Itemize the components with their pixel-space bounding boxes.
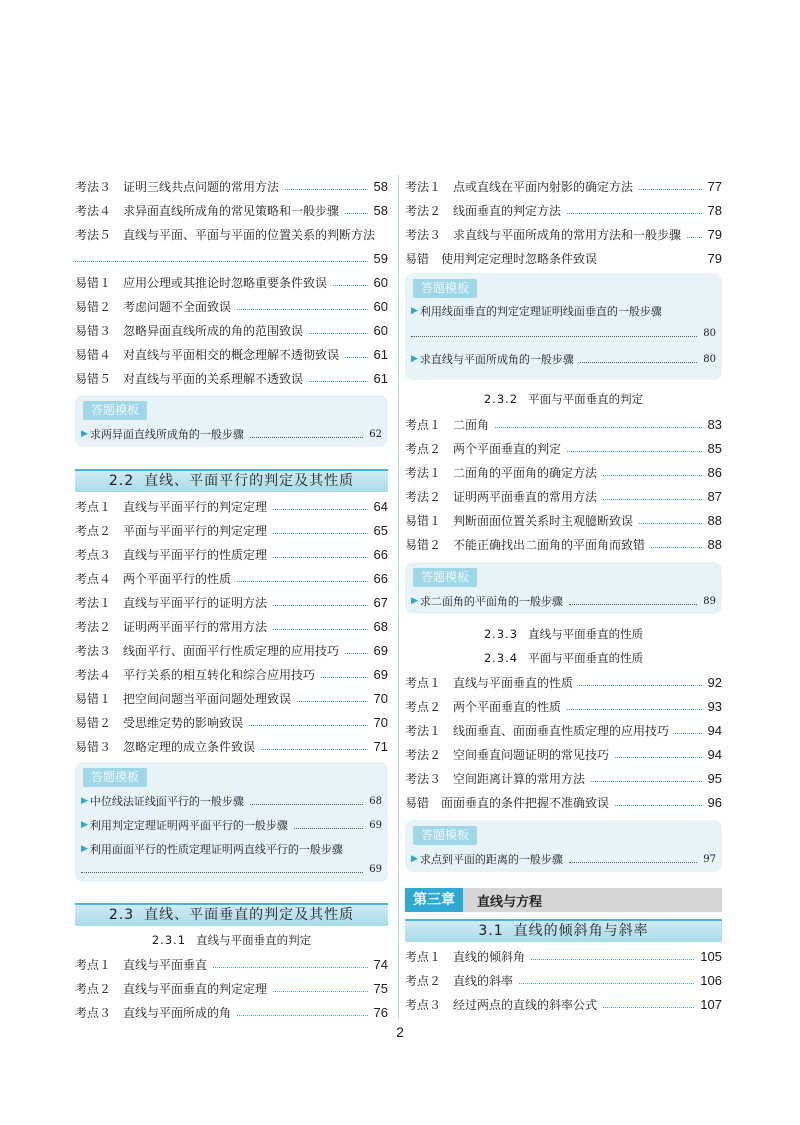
entry-tag: 考法２ <box>75 619 112 634</box>
section-number: 2.2 <box>108 473 135 489</box>
toc-entry[interactable] <box>75 175 388 197</box>
entry-title: 直线与平面平行的判定定理 <box>123 499 268 514</box>
entry-title: 直线与平面平行的证明方法 <box>123 595 268 610</box>
section-heading-2-3[interactable] <box>75 903 388 926</box>
entry-page: 68 <box>373 618 388 634</box>
answer-template-box <box>75 762 388 882</box>
toc-entry[interactable] <box>75 711 388 733</box>
toc-entry[interactable] <box>75 663 388 685</box>
entry-tag: 考法２ <box>405 489 442 504</box>
leader-dots <box>687 237 702 238</box>
entry-tag: 考点１ <box>405 675 442 690</box>
toc-entry[interactable] <box>75 615 388 637</box>
leader-dots <box>345 653 368 654</box>
toc-entry[interactable] <box>75 1001 388 1023</box>
entry-page: 60 <box>373 274 388 290</box>
leader-dots <box>309 381 368 382</box>
entry-tag: 考点１ <box>75 499 112 514</box>
entry-tag: 考点２ <box>75 981 112 996</box>
entry-tag: 易错４ <box>75 347 112 362</box>
entry-page: 94 <box>707 746 722 762</box>
entry-title: 使用判定定理时忽略条件致误 <box>441 251 598 266</box>
leader-dots <box>321 677 368 678</box>
entry-page: 105 <box>700 948 722 964</box>
leader-dots <box>603 499 702 500</box>
entry-tag: 易错 <box>405 795 430 810</box>
entry-tag: 易错３ <box>75 739 112 754</box>
toc-entry[interactable] <box>405 413 722 435</box>
leader-dots <box>273 605 368 606</box>
entry-title: 考虑问题不全面致误 <box>123 299 232 314</box>
subsection-heading[interactable] <box>405 389 722 409</box>
entry-title: 空间垂直问题证明的常见技巧 <box>453 747 610 762</box>
toc-entry[interactable] <box>405 791 722 813</box>
template-page: 68 <box>369 795 382 807</box>
entry-tag: 易错１ <box>75 275 112 290</box>
toc-entry[interactable] <box>75 591 388 613</box>
template-title: 利用线面垂直的判定定理证明线面垂直的一般步骤 <box>419 305 662 318</box>
entry-page: 66 <box>373 570 388 586</box>
entry-title: 直线与平面、平面与平面的位置关系的判断方法 <box>123 227 376 242</box>
template-title: 求点到平面的距离的一般步骤 <box>419 853 563 866</box>
entry-tag: 考点２ <box>405 973 442 988</box>
entry-title: 直线与平面平行的性质定理 <box>123 547 268 562</box>
template-page: 80 <box>703 353 716 365</box>
entry-title: 求异面直线所成角的常见策略和一般步骤 <box>123 203 340 218</box>
template-entry[interactable] <box>411 349 716 369</box>
entry-tag: 考法３ <box>405 771 442 786</box>
toc-entry[interactable] <box>75 687 388 709</box>
section-number: 3.1 <box>478 923 504 939</box>
subsection-title: 平面与平面垂直的判定 <box>528 392 644 406</box>
entry-page: 106 <box>700 972 722 988</box>
leader-dots <box>213 967 368 968</box>
entry-page: 79 <box>707 226 722 242</box>
entry-page: 107 <box>700 996 722 1012</box>
leader-dots <box>273 533 368 534</box>
toc-entry[interactable] <box>405 247 722 269</box>
entry-tag: 考法２ <box>405 203 442 218</box>
entry-page: 70 <box>373 714 388 730</box>
leader-dots <box>273 629 368 630</box>
entry-tag: 考法４ <box>75 667 112 682</box>
toc-entry[interactable] <box>405 533 722 555</box>
answer-template-header: 答题模板 <box>413 279 477 298</box>
subsection-number: 2.3.4 <box>483 651 519 665</box>
leader-dots <box>333 285 368 286</box>
toc-entry[interactable] <box>405 223 722 245</box>
toc-entry[interactable] <box>75 639 388 661</box>
entry-page: 87 <box>707 488 722 504</box>
entry-title: 二面角 <box>453 417 490 432</box>
entry-tag: 易错 <box>405 251 430 266</box>
leader-dots <box>495 427 702 428</box>
entry-page: 70 <box>373 690 388 706</box>
subsection-number: 2.3.1 <box>151 933 187 947</box>
entry-title: 对直线与平面的关系理解不透致误 <box>123 371 304 386</box>
entry-page: 77 <box>707 178 722 194</box>
entry-page: 79 <box>707 250 722 266</box>
entry-page: 92 <box>707 674 722 690</box>
entry-tag: 考法２ <box>405 747 442 762</box>
entry-tag: 考点２ <box>75 523 112 538</box>
entry-tag: 易错２ <box>405 537 442 552</box>
section-title: 直线、平面平行的判定及其性质 <box>144 473 355 489</box>
entry-tag: 易错５ <box>75 371 112 386</box>
subsection-heading[interactable] <box>75 930 388 950</box>
entry-tag: 考点３ <box>75 1005 112 1020</box>
entry-title: 两个平面垂直的性质 <box>453 699 562 714</box>
entry-title: 直线的倾斜角 <box>453 949 526 964</box>
leader-dots <box>591 781 702 782</box>
toc-entry[interactable] <box>405 969 722 991</box>
subsection-title: 直线与平面垂直的判定 <box>196 933 312 947</box>
entry-page: 71 <box>373 738 388 754</box>
entry-tag: 易错１ <box>405 513 442 528</box>
answer-template-box <box>405 820 722 872</box>
entry-page: 59 <box>373 250 388 266</box>
template-entry-continuation[interactable] <box>411 323 716 343</box>
entry-page: 67 <box>373 594 388 610</box>
triangle-bullet-icon: ▶ <box>411 854 418 864</box>
entry-title: 忽略异面直线所成的角的范围致误 <box>123 323 304 338</box>
leader-dots <box>250 437 363 438</box>
triangle-bullet-icon: ▶ <box>81 796 88 806</box>
entry-tag: 易错２ <box>75 299 112 314</box>
leader-dots <box>579 685 702 686</box>
leader-dots <box>309 333 368 334</box>
entry-page: 76 <box>373 1004 388 1020</box>
entry-title: 二面角的平面角的确定方法 <box>453 465 598 480</box>
leader-dots <box>639 189 702 190</box>
entry-tag: 考点２ <box>405 699 442 714</box>
entry-title: 直线与平面垂直的判定定理 <box>123 981 268 996</box>
toc-entry[interactable] <box>405 767 722 789</box>
answer-template-box <box>405 273 722 380</box>
answer-template-header: 答题模板 <box>83 768 147 787</box>
template-page: 89 <box>703 595 716 607</box>
template-title: 求二面角的平面角的一般步骤 <box>419 595 563 608</box>
template-entry[interactable] <box>81 839 382 859</box>
template-title: 利用面面平行的性质定理证明两直线平行的一般步骤 <box>89 843 343 856</box>
section-heading-3-1[interactable] <box>405 919 722 942</box>
template-page: 97 <box>703 853 716 865</box>
template-page: 80 <box>703 327 716 339</box>
triangle-bullet-icon: ▶ <box>411 354 418 364</box>
entry-page: 93 <box>707 698 722 714</box>
column-divider <box>398 175 399 1020</box>
toc-entry-continuation[interactable] <box>75 247 388 269</box>
leader-dots <box>285 189 368 190</box>
entry-title: 证明两平面平行的常用方法 <box>123 619 268 634</box>
leader-dots <box>531 959 694 960</box>
leader-dots <box>639 523 702 524</box>
entry-tag: 考点１ <box>405 949 442 964</box>
leader-dots <box>567 213 702 214</box>
toc-entry[interactable] <box>405 175 722 197</box>
entry-page: 61 <box>373 370 388 386</box>
entry-title: 对直线与平面相交的概念理解不透彻致误 <box>123 347 340 362</box>
entry-tag: 考法５ <box>75 227 112 242</box>
leader-dots <box>250 804 363 805</box>
template-entry[interactable] <box>411 591 716 611</box>
entry-tag: 考法１ <box>75 595 112 610</box>
entry-page: 75 <box>373 980 388 996</box>
entry-title: 忽略定理的成立条件致误 <box>123 739 256 754</box>
entry-title: 面面垂直的条件把握不准确致误 <box>441 795 610 810</box>
entry-title: 线面垂直、面面垂直性质定理的应用技巧 <box>453 723 670 738</box>
toc-entry[interactable] <box>75 367 388 389</box>
entry-tag: 考法１ <box>405 723 442 738</box>
toc-entry[interactable] <box>75 199 388 221</box>
template-page: 69 <box>369 863 382 875</box>
toc-entry[interactable] <box>405 719 722 741</box>
template-entry[interactable] <box>81 815 382 835</box>
entry-tag: 考点１ <box>405 417 442 432</box>
subsection-heading[interactable] <box>405 648 722 668</box>
answer-template-header: 答题模板 <box>413 568 477 587</box>
entry-title: 直线的斜率 <box>453 973 514 988</box>
leader-dots <box>273 991 368 992</box>
triangle-bullet-icon: ▶ <box>81 844 88 854</box>
entry-page: 94 <box>707 722 722 738</box>
entry-page: 60 <box>373 298 388 314</box>
entry-tag: 考法１ <box>405 179 442 194</box>
toc-entry[interactable] <box>405 461 722 483</box>
toc-entry[interactable] <box>405 993 722 1015</box>
section-heading-2-2[interactable] <box>75 469 388 492</box>
entry-page: 66 <box>373 546 388 562</box>
template-entry-continuation[interactable] <box>81 859 382 879</box>
entry-tag: 考法１ <box>405 465 442 480</box>
toc-entry[interactable] <box>75 223 388 245</box>
entry-title: 经过两点的直线的斜率公式 <box>453 997 598 1012</box>
triangle-bullet-icon: ▶ <box>411 596 418 606</box>
triangle-bullet-icon: ▶ <box>411 306 418 316</box>
toc-entry[interactable] <box>75 319 388 341</box>
toc-entry[interactable] <box>75 977 388 999</box>
template-entry[interactable] <box>81 791 382 811</box>
leader-dots <box>567 709 702 710</box>
toc-entry[interactable] <box>75 519 388 541</box>
leader-dots <box>75 261 368 262</box>
entry-title: 平行关系的相互转化和综合应用技巧 <box>123 667 316 682</box>
entry-tag: 考点１ <box>75 957 112 972</box>
template-title: 利用判定定理证明两平面平行的一般步骤 <box>89 819 288 832</box>
entry-page: 83 <box>707 416 722 432</box>
toc-entry[interactable] <box>405 671 722 693</box>
leader-dots <box>345 357 368 358</box>
entry-title: 不能正确找出二面角的平面角而致错 <box>453 537 646 552</box>
template-title: 求两异面直线所成角的一般步骤 <box>89 428 244 441</box>
section-title: 直线的倾斜角与斜率 <box>513 923 649 939</box>
leader-dots <box>345 213 368 214</box>
entry-page: 95 <box>707 770 722 786</box>
entry-title: 点或直线在平面内射影的确定方法 <box>453 179 634 194</box>
entry-page: 60 <box>373 322 388 338</box>
chapter-number: 第三章 <box>405 888 463 912</box>
chapter-title: 直线与方程 <box>477 894 543 910</box>
entry-title: 受思维定势的影响致误 <box>123 715 244 730</box>
template-title: 中位线法证线面平行的一般步骤 <box>89 795 244 808</box>
entry-tag: 考法４ <box>75 203 112 218</box>
leader-dots <box>297 701 368 702</box>
template-title: 求直线与平面所成角的一般步骤 <box>419 353 574 366</box>
triangle-bullet-icon: ▶ <box>81 429 88 439</box>
leader-dots <box>519 983 694 984</box>
entry-title: 应用公理或其推论时忽略重要条件致误 <box>123 275 328 290</box>
entry-tag: 易错１ <box>75 691 112 706</box>
leader-dots <box>237 581 368 582</box>
section-number: 2.3 <box>108 907 135 923</box>
entry-title: 线面平行、面面平行性质定理的应用技巧 <box>123 643 340 658</box>
entry-page: 88 <box>707 536 722 552</box>
entry-title: 平面与平面平行的判定定理 <box>123 523 268 538</box>
entry-title: 空间距离计算的常用方法 <box>453 771 586 786</box>
toc-entry[interactable] <box>405 945 722 967</box>
toc-entry[interactable] <box>405 199 722 221</box>
entry-title: 直线与平面所成的角 <box>123 1005 232 1020</box>
toc-entry[interactable] <box>75 271 388 293</box>
entry-title: 把空间问题当平面问题处理致误 <box>123 691 292 706</box>
leader-dots <box>569 862 697 863</box>
leader-dots <box>294 828 363 829</box>
entry-page: 65 <box>373 522 388 538</box>
template-entry[interactable] <box>81 424 382 444</box>
entry-title: 求直线与平面所成角的常用方法和一般步骤 <box>453 227 682 242</box>
toc-entry[interactable] <box>405 695 722 717</box>
entry-title: 两个平面平行的性质 <box>123 571 232 586</box>
entry-tag: 考点２ <box>405 441 442 456</box>
entry-title: 直线与平面垂直 <box>123 957 208 972</box>
template-entry[interactable] <box>411 301 716 321</box>
entry-tag: 考法３ <box>75 179 112 194</box>
entry-page: 64 <box>373 498 388 514</box>
subsection-number: 2.3.3 <box>483 627 519 641</box>
leader-dots <box>603 475 702 476</box>
entry-page: 96 <box>707 794 722 810</box>
entry-tag: 考点３ <box>75 547 112 562</box>
template-entry[interactable] <box>411 849 716 869</box>
entry-page: 69 <box>373 666 388 682</box>
leader-dots <box>580 362 697 363</box>
toc-entry[interactable] <box>75 495 388 517</box>
entry-tag: 易错２ <box>75 715 112 730</box>
entry-page: 85 <box>707 440 722 456</box>
leader-dots <box>603 1007 694 1008</box>
toc-entry[interactable] <box>405 743 722 765</box>
entry-tag: 易错３ <box>75 323 112 338</box>
leader-dots <box>615 757 702 758</box>
entry-title: 两个平面垂直的判定 <box>453 441 562 456</box>
answer-template-header: 答题模板 <box>413 826 477 845</box>
subsection-number: 2.3.2 <box>483 392 519 406</box>
triangle-bullet-icon: ▶ <box>81 820 88 830</box>
page-number: 2 <box>396 1024 404 1040</box>
toc-entry[interactable] <box>405 437 722 459</box>
toc-entry[interactable] <box>75 953 388 975</box>
answer-template-header: 答题模板 <box>83 401 147 420</box>
entry-title: 线面垂直的判定方法 <box>453 203 562 218</box>
subsection-title: 直线与平面垂直的性质 <box>528 627 644 641</box>
entry-tag: 考点４ <box>75 571 112 586</box>
entry-title: 证明三线共点问题的常用方法 <box>123 179 280 194</box>
subsection-title: 平面与平面垂直的性质 <box>528 651 644 665</box>
entry-page: 69 <box>373 642 388 658</box>
leader-dots <box>567 451 702 452</box>
leader-dots <box>237 309 368 310</box>
answer-template-box <box>75 395 388 447</box>
entry-tag: 考法３ <box>405 227 442 242</box>
entry-tag: 考点３ <box>405 997 442 1012</box>
leader-dots <box>615 805 702 806</box>
entry-title: 判断面面位置关系时主观臆断致误 <box>453 513 634 528</box>
leader-dots <box>273 509 368 510</box>
entry-title: 直线与平面垂直的性质 <box>453 675 574 690</box>
entry-title: 证明两平面垂直的常用方法 <box>453 489 598 504</box>
leader-dots <box>273 557 368 558</box>
toc-entry[interactable] <box>75 567 388 589</box>
toc-entry[interactable] <box>405 485 722 507</box>
entry-tag: 考法３ <box>75 643 112 658</box>
entry-page: 86 <box>707 464 722 480</box>
entry-page: 74 <box>373 956 388 972</box>
chapter-heading[interactable] <box>405 888 722 912</box>
toc-entry[interactable] <box>75 295 388 317</box>
template-page: 62 <box>369 428 382 440</box>
leader-dots <box>411 336 697 337</box>
toc-entry[interactable] <box>75 343 388 365</box>
entry-page: 58 <box>373 178 388 194</box>
toc-entry[interactable] <box>405 509 722 531</box>
leader-dots <box>675 733 702 734</box>
leader-dots <box>651 547 702 548</box>
leader-dots <box>569 604 697 605</box>
entry-page: 88 <box>707 512 722 528</box>
subsection-heading[interactable] <box>405 624 722 644</box>
leader-dots <box>261 749 368 750</box>
entry-page: 58 <box>373 202 388 218</box>
leader-dots <box>237 1015 368 1016</box>
toc-entry[interactable] <box>75 735 388 757</box>
entry-page: 61 <box>373 346 388 362</box>
template-page: 69 <box>369 819 382 831</box>
answer-template-box <box>405 562 722 614</box>
leader-dots <box>249 725 368 726</box>
leader-dots <box>81 872 363 873</box>
toc-entry[interactable] <box>75 543 388 565</box>
section-title: 直线、平面垂直的判定及其性质 <box>144 907 355 923</box>
entry-page: 78 <box>707 202 722 218</box>
